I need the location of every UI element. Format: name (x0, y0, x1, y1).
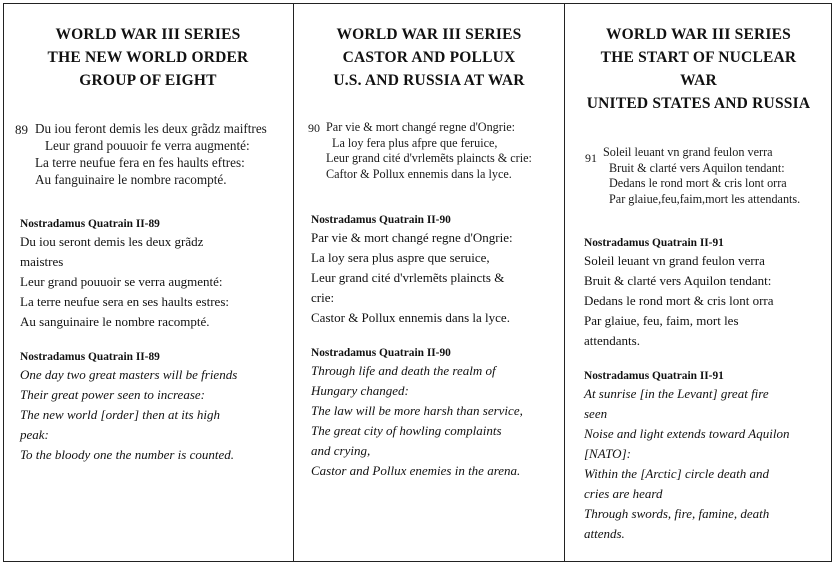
english-line: Noise and light extends toward Aquilon (584, 426, 790, 441)
french-line: Par glaiue, feu, faim, mort les (584, 313, 739, 328)
scan-line: Caftor & Pollux ennemis dans la lyce. (326, 166, 512, 181)
title-line: GROUP OF EIGHT (79, 72, 217, 89)
column-quatrain-90 (293, 3, 564, 562)
title-line: WAR (680, 72, 717, 89)
title-line: WORLD WAR III SERIES (336, 26, 522, 43)
french-line: Castor & Pollux ennemis dans la lyce. (311, 310, 510, 325)
column-title (565, 23, 832, 115)
french-heading: Nostradamus Quatrain II-90 (311, 214, 451, 226)
french-line: Par vie & mort changé regne d'Ongrie: (311, 230, 513, 245)
french-heading: Nostradamus Quatrain II-89 (20, 218, 160, 230)
english-line: seen (584, 406, 608, 421)
english-line: The great city of howling complaints (311, 423, 502, 438)
quatrain-number: 90 (308, 121, 320, 135)
original-print-scan (15, 120, 267, 188)
english-line: [NATO]: (584, 446, 631, 461)
french-line: Dedans le rond mort & cris lont orra (584, 293, 774, 308)
column-title (3, 23, 293, 92)
english-line: To the bloody one the number is counted. (20, 447, 234, 462)
scan-line: Au fanguinaire le nombre racompté. (35, 172, 227, 187)
scan-line: Dedans le rond mort & cris lont orra (609, 176, 787, 190)
english-line: At sunrise [in the Levant] great fire (584, 386, 769, 401)
french-line: crie: (311, 290, 335, 305)
english-line: Castor and Pollux enemies in the arena. (311, 463, 521, 478)
french-line: Bruit & clarté vers Aquilon tendant: (584, 273, 772, 288)
scan-line: Par vie & mort changé regne d'Ongrie: (326, 120, 516, 134)
french-quatrain (20, 216, 229, 332)
english-line: Hungary changed: (311, 383, 409, 398)
english-line: Through swords, fire, famine, death (584, 506, 770, 521)
title-line: THE NEW WORLD ORDER (47, 49, 249, 66)
quatrain-number: 91 (585, 151, 597, 165)
french-quatrain (311, 212, 513, 328)
scan-line: Leur grand pouuoir fe verra augmenté: (45, 138, 250, 153)
scan-line: Par glaiue,feu,faim,mort les attendants. (609, 191, 801, 206)
english-quatrain (311, 345, 523, 481)
french-line: La loy sera plus aspre que seruice, (311, 250, 490, 265)
english-line: cries are heard (584, 486, 663, 501)
scan-line: La terre neufue fera en fes haults eftres: (35, 155, 245, 170)
original-print-scan (308, 120, 532, 182)
french-line: attendants. (584, 333, 640, 348)
scan-line: Du iou feront demis les deux grãdz maiftres (35, 121, 267, 136)
english-heading: Nostradamus Quatrain II-91 (584, 370, 724, 382)
scan-line: Soleil leuant vn grand feulon verra (603, 145, 773, 159)
title-line: THE START OF NUCLEAR (600, 49, 797, 66)
column-quatrain-91 (564, 3, 832, 562)
column-title (294, 23, 564, 92)
title-line: WORLD WAR III SERIES (605, 26, 792, 43)
column-quatrain-89 (3, 3, 293, 562)
french-line: Du iou seront demis les deux grãdz (20, 234, 204, 249)
french-heading: Nostradamus Quatrain II-91 (584, 237, 724, 249)
english-line: Within the [Arctic] circle death and (584, 466, 769, 481)
english-quatrain (584, 368, 789, 544)
english-line: and crying, (311, 443, 371, 458)
english-line: Their great power seen to increase: (20, 387, 205, 402)
english-line: One day two great masters will be friends (20, 367, 238, 382)
english-heading: Nostradamus Quatrain II-90 (311, 347, 451, 359)
french-line: Soleil leuant vn grand feulon verra (584, 253, 765, 268)
quatrain-number: 89 (15, 122, 28, 137)
scan-line: Leur grand cité d'vrlemẽts plaincts & crie: (326, 151, 532, 165)
scan-line: Bruit & clarté vers Aquilon tendant: (609, 160, 785, 175)
title-line: U.S. AND RUSSIA AT WAR (333, 72, 525, 89)
english-line: Through life and death the realm of (311, 363, 496, 378)
title-line: CASTOR AND POLLUX (342, 49, 516, 66)
english-line: The law will be more harsh than service, (311, 403, 523, 418)
french-quatrain (584, 235, 774, 351)
english-line: peak: (20, 427, 49, 442)
english-line: attends. (584, 526, 625, 541)
title-line: WORLD WAR III SERIES (55, 26, 241, 43)
french-line: Leur grand cité d'vrlemẽts plaincts & (311, 270, 505, 285)
english-quatrain (20, 349, 237, 465)
french-line: maistres (20, 254, 64, 269)
scan-line: La loy fera plus afpre que feruice, (332, 135, 498, 150)
original-print-scan (585, 145, 801, 207)
french-line: Au sanguinaire le nombre racompté. (20, 314, 210, 329)
french-line: La terre neufue sera en ses haults estres: (20, 294, 229, 309)
french-line: Leur grand pouuoir se verra augmenté: (20, 274, 223, 289)
english-heading: Nostradamus Quatrain II-89 (20, 351, 160, 363)
english-line: The new world [order] then at its high (20, 407, 220, 422)
title-line: UNITED STATES AND RUSSIA (586, 95, 811, 112)
